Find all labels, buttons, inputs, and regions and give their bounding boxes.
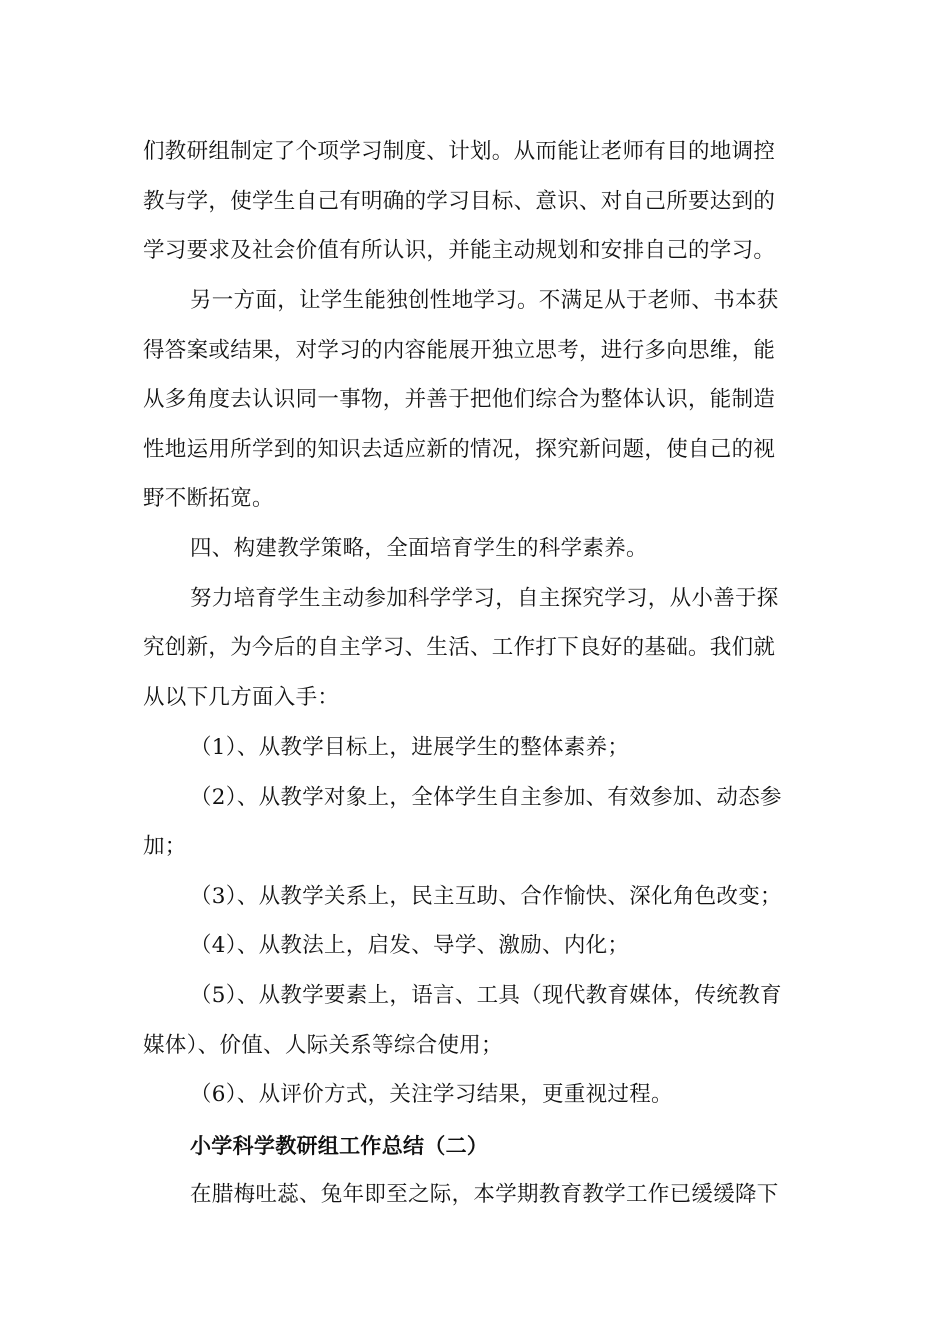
list-item: （1）、从教学目标上，进展学生的整体素养； [190,735,630,760]
paragraph-line: 另一方面，让学生能独创性地学习。不满足从于老师、书本获 [190,288,779,313]
paragraph-line: 究创新，为今后的自主学习、生活、工作打下良好的基础。我们就 [143,635,776,660]
list-item-continuation: 加； [143,834,187,859]
list-item: （4）、从教法上，启发、导学、激励、内化； [190,933,630,958]
list-item: （5）、从教学要素上，语言、工具（现代教育媒体，传统教育 [190,983,782,1008]
list-item-continuation: 媒体）、价值、人际关系等综合使用； [143,1033,503,1058]
section-heading: 四、构建教学策略，全面培育学生的科学素养。 [190,536,648,561]
list-item: （2）、从教学对象上，全体学生自主参加、有效参加、动态参 [190,785,782,810]
paragraph-line: 从以下几方面入手： [143,685,340,710]
paragraph-line: 野不断拓宽。 [143,486,274,511]
paragraph-line: 性地运用所学到的知识去适应新的情况，探究新问题，使自己的视 [143,437,776,462]
paragraph-line: 努力培育学生主动参加科学学习，自主探究学习，从小善于探 [190,586,779,611]
paragraph-line: 从多角度去认识同一事物，并善于把他们综合为整体认识，能制造 [143,387,776,412]
paragraph-line: 们教研组制定了个项学习制度、计划。从而能让老师有目的地调控 [143,139,776,164]
paragraph-line: 在腊梅吐蕊、兔年即至之际，本学期教育教学工作已缓缓降下 [190,1182,779,1207]
paragraph-line: 学习要求及社会价值有所认识，并能主动规划和安排自己的学习。 [143,238,776,263]
document-title: 小学科学教研组工作总结（二） [190,1134,489,1158]
paragraph-line: 教与学，使学生自己有明确的学习目标、意识、对自己所要达到的 [143,189,776,214]
paragraph-line: 得答案或结果，对学习的内容能展开独立思考，进行多向思维，能 [143,338,776,363]
list-item: （3）、从教学关系上，民主互助、合作愉快、深化角色改变； [190,884,782,909]
list-item: （6）、从评价方式，关注学习结果，更重视过程。 [190,1082,673,1107]
